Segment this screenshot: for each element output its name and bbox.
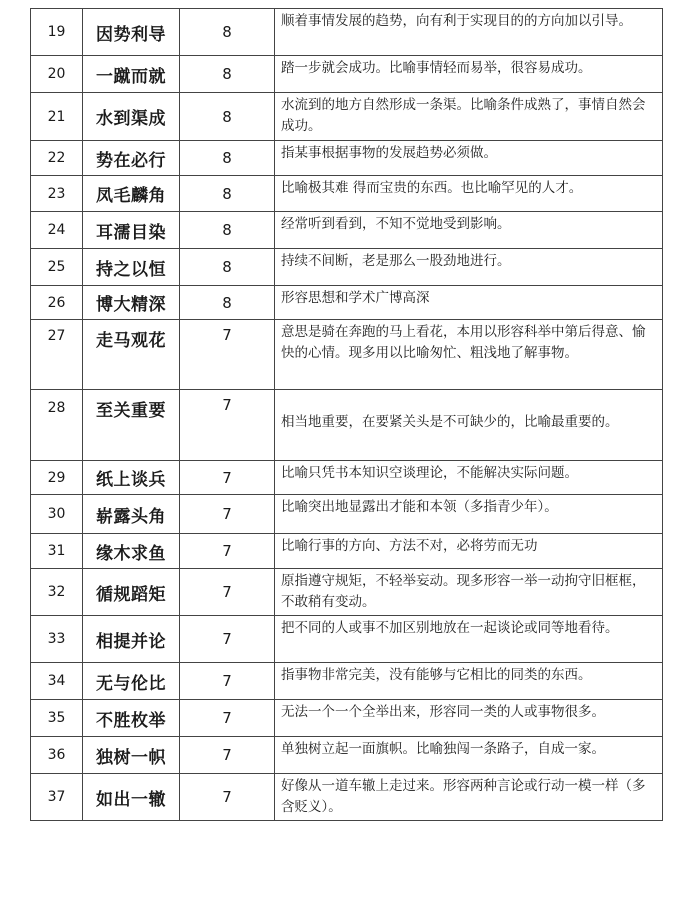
idiom-word: 纸上谈兵 — [83, 461, 180, 495]
definition: 原指遵守规矩，不轻举妄动。现多形容一举一动拘守旧框框，不敢稍有变动。 — [275, 569, 663, 616]
definition: 无法一个一个全举出来，形容同一类的人或事物很多。 — [275, 700, 663, 737]
frequency: 7 — [180, 700, 275, 737]
idiom-word: 一蹴而就 — [83, 56, 180, 93]
definition: 比喻行事的方向、方法不对，必将劳而无功 — [275, 534, 663, 569]
table-row — [31, 249, 663, 286]
row-number: 23 — [31, 176, 83, 212]
row-number: 25 — [31, 249, 83, 286]
idiom-word: 博大精深 — [83, 286, 180, 320]
idiom-word: 相提并论 — [83, 616, 180, 663]
definition: 指事物非常完美，没有能够与它相比的同类的东西。 — [275, 663, 663, 700]
definition: 比喻极其难 得而宝贵的东西。也比喻罕见的人才。 — [275, 176, 663, 212]
idiom-word: 至关重要 — [83, 390, 180, 461]
idiom-table-body — [31, 9, 663, 821]
row-number: 35 — [31, 700, 83, 737]
table-row — [31, 534, 663, 569]
idiom-word: 缘木求鱼 — [83, 534, 180, 569]
frequency: 7 — [180, 495, 275, 534]
idiom-word: 因势利导 — [83, 9, 180, 56]
frequency: 8 — [180, 56, 275, 93]
frequency: 8 — [180, 93, 275, 141]
row-number: 26 — [31, 286, 83, 320]
row-number: 36 — [31, 737, 83, 774]
idiom-word: 水到渠成 — [83, 93, 180, 141]
row-number: 37 — [31, 774, 83, 821]
idiom-word: 无与伦比 — [83, 663, 180, 700]
frequency: 7 — [180, 737, 275, 774]
table-row — [31, 461, 663, 495]
table-row — [31, 286, 663, 320]
definition: 比喻只凭书本知识空谈理论，不能解决实际问题。 — [275, 461, 663, 495]
row-number: 31 — [31, 534, 83, 569]
row-number: 34 — [31, 663, 83, 700]
row-number: 28 — [31, 390, 83, 461]
frequency: 7 — [180, 390, 275, 461]
frequency: 8 — [180, 249, 275, 286]
frequency: 8 — [180, 9, 275, 56]
table-row — [31, 141, 663, 176]
idiom-word: 耳濡目染 — [83, 212, 180, 249]
definition: 把不同的人或事不加区别地放在一起谈论或同等地看待。 — [275, 616, 663, 663]
table-row — [31, 93, 663, 141]
row-number: 29 — [31, 461, 83, 495]
row-number: 24 — [31, 212, 83, 249]
table-row — [31, 569, 663, 616]
frequency: 8 — [180, 286, 275, 320]
table-row — [31, 390, 663, 461]
definition: 顺着事情发展的趋势，向有利于实现目的的方向加以引导。 — [275, 9, 663, 56]
definition: 形容思想和学术广博高深 — [275, 286, 663, 320]
frequency: 7 — [180, 569, 275, 616]
idiom-word: 独树一帜 — [83, 737, 180, 774]
frequency: 8 — [180, 176, 275, 212]
idiom-word: 凤毛麟角 — [83, 176, 180, 212]
idiom-table — [30, 8, 663, 821]
table-row — [31, 9, 663, 56]
table-row — [31, 495, 663, 534]
definition: 相当地重要，在要紧关头是不可缺少的，比喻最重要的。 — [275, 390, 663, 461]
table-row — [31, 774, 663, 821]
idiom-word: 走马观花 — [83, 320, 180, 390]
frequency: 8 — [180, 141, 275, 176]
table-row — [31, 737, 663, 774]
idiom-word: 如出一辙 — [83, 774, 180, 821]
row-number: 22 — [31, 141, 83, 176]
table-row — [31, 616, 663, 663]
definition: 持续不间断，老是那么一股劲地进行。 — [275, 249, 663, 286]
table-row — [31, 212, 663, 249]
table-row — [31, 700, 663, 737]
definition: 指某事根据事物的发展趋势必须做。 — [275, 141, 663, 176]
definition: 踏一步就会成功。比喻事情轻而易举，很容易成功。 — [275, 56, 663, 93]
definition: 单独树立起一面旗帜。比喻独闯一条路子，自成一家。 — [275, 737, 663, 774]
definition: 好像从一道车辙上走过来。形容两种言论或行动一模一样（多含贬义）。 — [275, 774, 663, 821]
idiom-word: 持之以恒 — [83, 249, 180, 286]
frequency: 7 — [180, 663, 275, 700]
definition: 水流到的地方自然形成一条渠。比喻条件成熟了，事情自然会成功。 — [275, 93, 663, 141]
row-number: 33 — [31, 616, 83, 663]
frequency: 7 — [180, 320, 275, 390]
idiom-word: 崭露头角 — [83, 495, 180, 534]
idiom-word: 不胜枚举 — [83, 700, 180, 737]
row-number: 20 — [31, 56, 83, 93]
definition: 意思是骑在奔跑的马上看花，本用以形容科举中第后得意、愉快的心情。现多用以比喻匆忙、粗浅地了解事物。 — [275, 320, 663, 390]
frequency: 7 — [180, 461, 275, 495]
frequency: 8 — [180, 212, 275, 249]
row-number: 27 — [31, 320, 83, 390]
idiom-word: 循规蹈矩 — [83, 569, 180, 616]
row-number: 19 — [31, 9, 83, 56]
table-row — [31, 663, 663, 700]
definition: 经常听到看到，不知不觉地受到影响。 — [275, 212, 663, 249]
row-number: 21 — [31, 93, 83, 141]
table-row — [31, 320, 663, 390]
row-number: 30 — [31, 495, 83, 534]
table-row — [31, 56, 663, 93]
idiom-word: 势在必行 — [83, 141, 180, 176]
frequency: 7 — [180, 774, 275, 821]
frequency: 7 — [180, 534, 275, 569]
frequency: 7 — [180, 616, 275, 663]
row-number: 32 — [31, 569, 83, 616]
table-row — [31, 176, 663, 212]
definition: 比喻突出地显露出才能和本领（多指青少年）。 — [275, 495, 663, 534]
